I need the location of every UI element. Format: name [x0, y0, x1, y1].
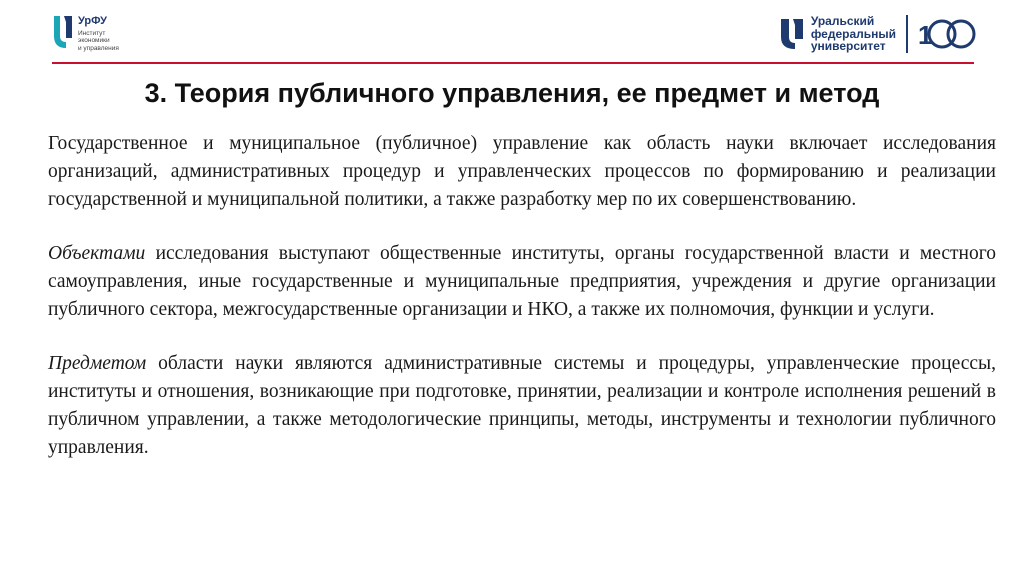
centenary-emblem-icon	[916, 14, 976, 54]
paragraph-lead: Предметом	[48, 353, 147, 374]
paragraph-subject	[48, 350, 996, 462]
institute-logo	[52, 14, 119, 52]
header-divider	[52, 62, 974, 64]
institute-name-line: Институт	[78, 30, 106, 37]
logo-divider	[906, 15, 908, 53]
paragraph-text: Государственное и муниципальное (публичное) управление как область науки включает исследования организаций, административных процедур и управленческих процессов по формированию и реализации государственной и муниципальной политики, а также разработку мер по их совершенствованию.	[48, 133, 996, 210]
paragraph-text: исследования выступают общественные институты, органы государственной власти и местного самоуправления, иные государственные и муниципальные предприятия, учреждения и другие организации публичного сектора, межгосударственные организации и НКО, а также их полномочия, функции и услуги.	[48, 243, 996, 320]
brand-name: УрФУ	[78, 15, 107, 27]
slide-body	[48, 130, 996, 488]
paragraph-objects	[48, 240, 996, 324]
university-name-line: федеральный	[810, 26, 896, 41]
paragraph-text: области науки являются административные системы и процедуры, управленческие процессы, институты и отношения, возникающие при подготовке, принятии, реализации и контроле исполнения решений в публичном управлении, а также методологические принципы, методы, инструменты и технологии публичного управления.	[48, 353, 996, 458]
paragraph-definition	[48, 130, 996, 214]
university-name-line: университет	[810, 39, 886, 54]
university-name-line: Уральский	[810, 14, 875, 29]
urfu-u-icon	[52, 14, 74, 50]
svg-text:1: 1	[918, 20, 933, 50]
university-logo	[779, 14, 976, 54]
urfu-u-icon	[779, 17, 805, 51]
university-name	[811, 15, 896, 53]
page-title: 3. Теория публичного управления, ее предмет и метод	[144, 78, 880, 108]
institute-name-line: экономики	[78, 37, 110, 45]
paragraph-lead: Объектами	[48, 243, 146, 264]
institute-name-line: и управления	[78, 44, 119, 52]
